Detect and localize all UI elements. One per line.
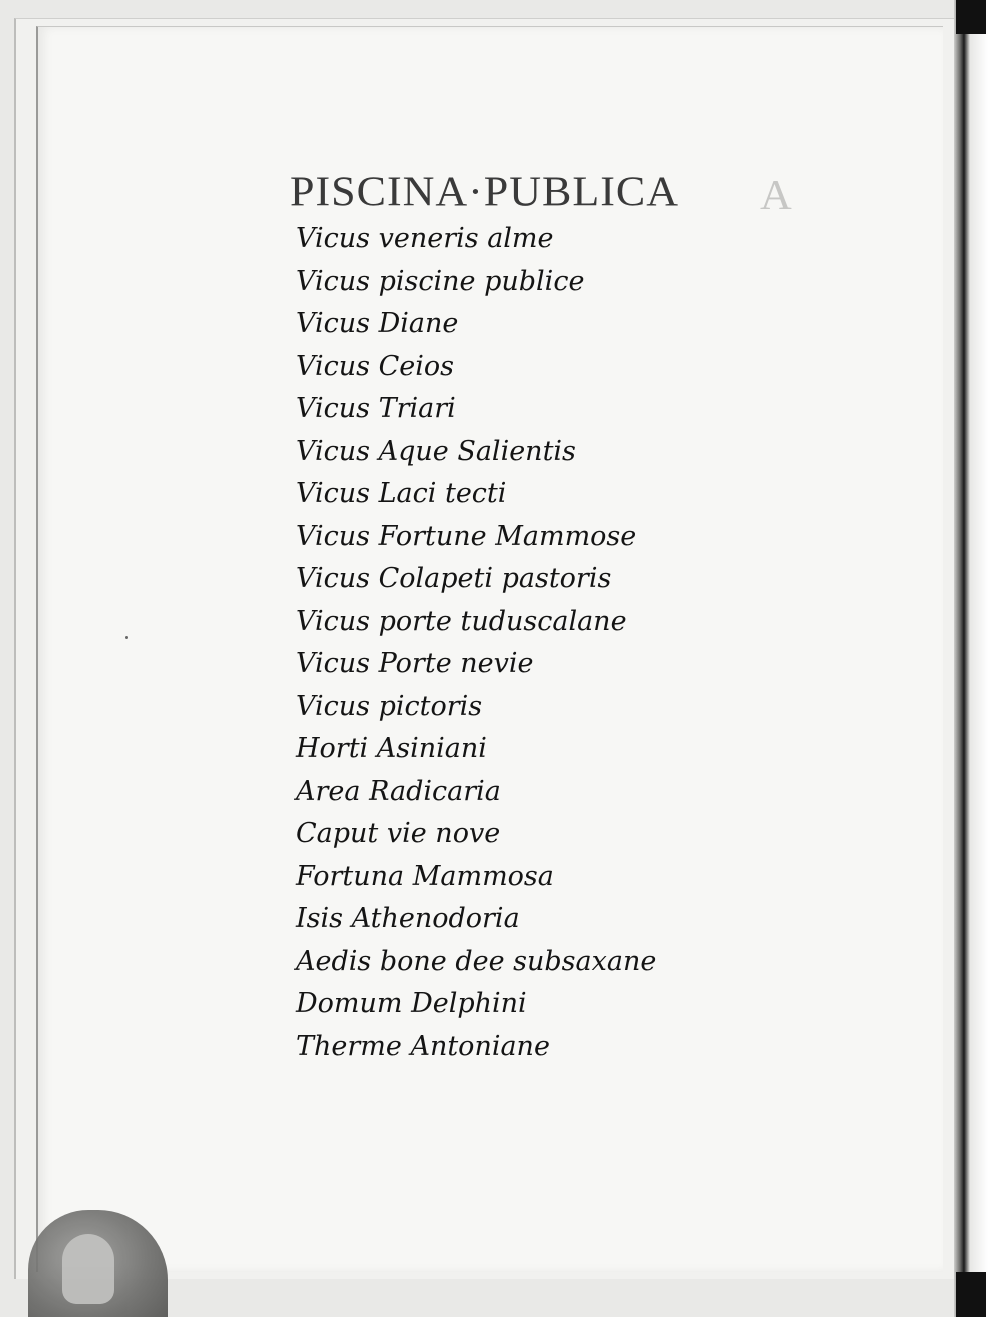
list-item: Caput vie nove — [296, 818, 501, 849]
bleed-letter: A — [760, 172, 793, 219]
list-item: Vicus Laci tecti — [296, 478, 507, 509]
entry-list — [296, 218, 656, 1068]
binding-clip-bottom — [956, 1272, 986, 1317]
list-item: Vicus veneris alme — [296, 223, 554, 254]
list-item: Isis Athenodoria — [296, 903, 520, 934]
thumbnail-nail — [62, 1234, 114, 1304]
list-item: Vicus pictoris — [296, 690, 483, 722]
page-heading — [290, 167, 793, 219]
list-item: Vicus Diane — [296, 308, 459, 339]
list-item: Vicus Triari — [296, 393, 456, 424]
list-item: Vicus Ceios — [296, 350, 454, 382]
list-item: Vicus Aque Salientis — [296, 435, 576, 467]
list-item: Vicus Porte nevie — [296, 648, 534, 679]
list-item: Domum Delphini — [296, 988, 527, 1019]
list-item: Therme Antoniane — [296, 1030, 550, 1062]
margin-mark — [125, 636, 128, 639]
list-item: Fortuna Mammosa — [296, 860, 554, 892]
list-item: Aedis bone dee subsaxane — [296, 945, 657, 977]
list-item: Vicus porte tuduscalane — [296, 605, 627, 637]
list-item: Horti Asiniani — [296, 733, 487, 764]
binding-clip-top — [956, 0, 986, 34]
show-through-text — [790, 170, 940, 1070]
book-binding — [954, 0, 1000, 1317]
list-item: Vicus Colapeti pastoris — [296, 563, 612, 594]
heading-text: PISCINA·PUBLICA — [290, 168, 680, 215]
list-item: Vicus Fortune Mammose — [296, 520, 637, 552]
list-item: Vicus piscine publice — [296, 265, 585, 297]
list-item: Area Radicaria — [296, 775, 501, 807]
